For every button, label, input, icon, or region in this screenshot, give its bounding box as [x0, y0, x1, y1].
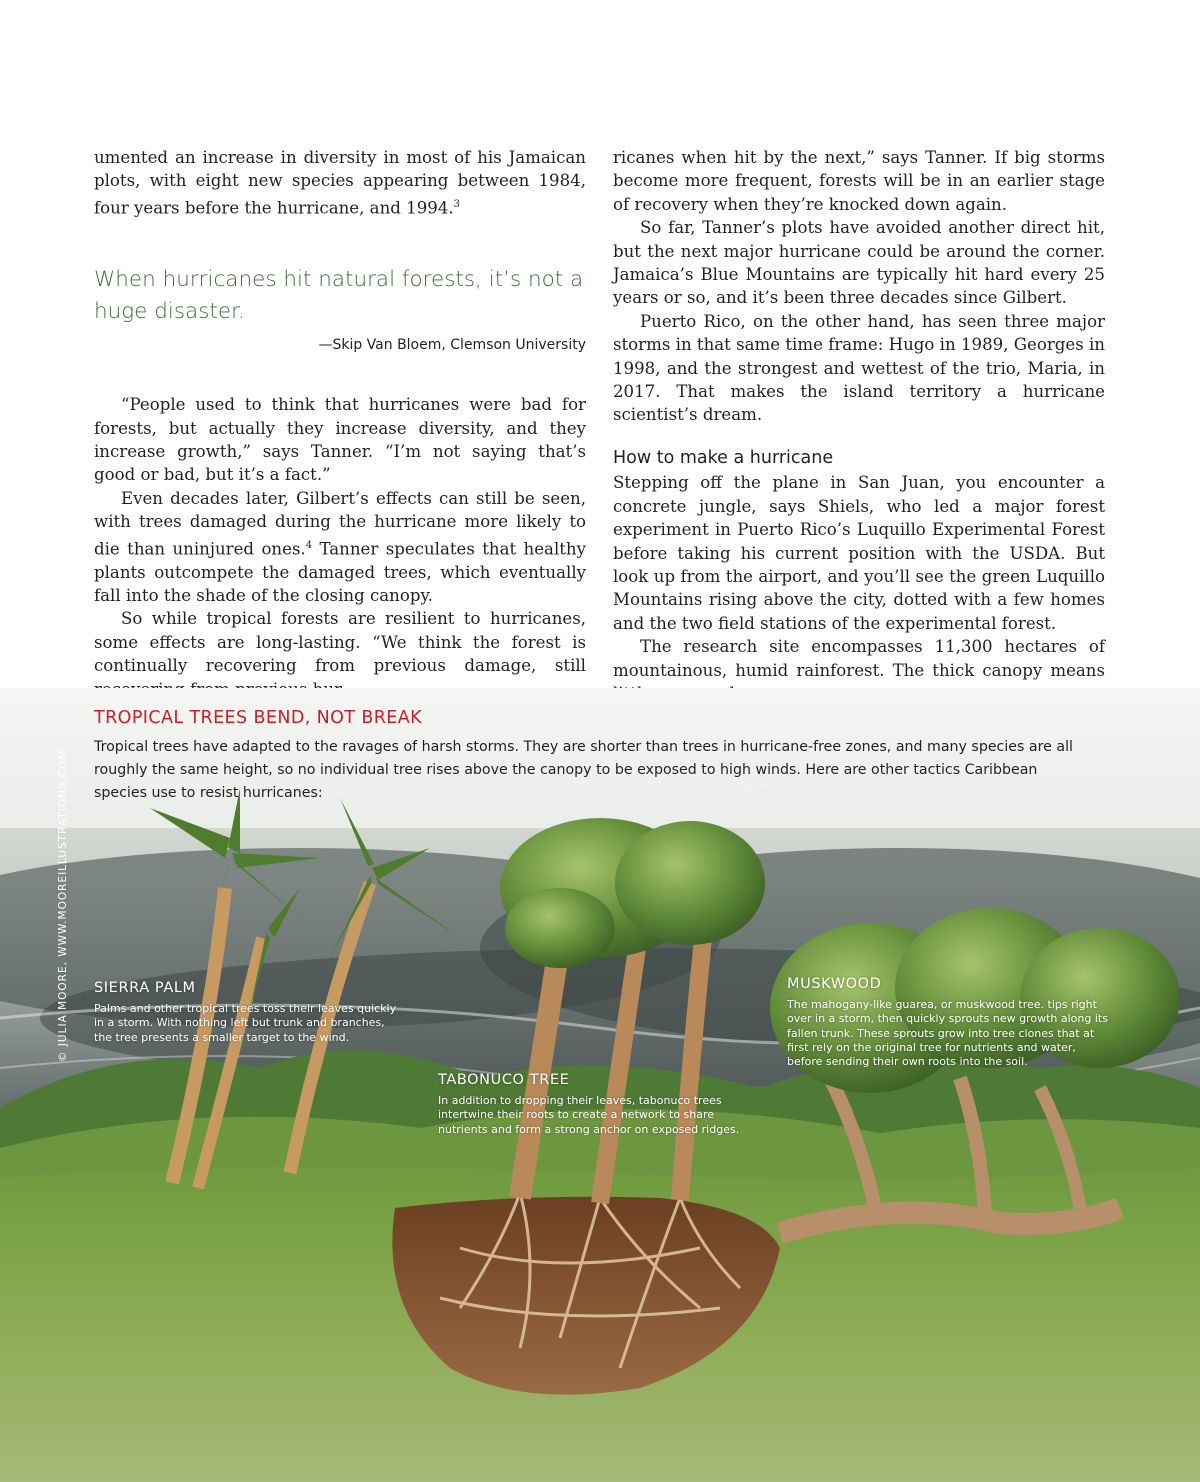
sierra-palm-label — [94, 980, 404, 1045]
paragraph: So while tropical forests are resilient to hurricanes, some effects are long-lasting. “We think the forest is continually recovering from previous damage, still — [94, 609, 586, 676]
footnote-ref: 4 — [305, 539, 313, 551]
label-heading: TABONUCO TREE — [438, 1072, 570, 1088]
label-description: The mahogany-like guarea, or muskwood tree. tips right over in a storm, then quickly sprouts new growth along its fallen trunk. These sprouts grow into tree clones that at first rely on the original tree for nutrients and water, before sending their own roots into the soil. — [787, 998, 1108, 1069]
label-description: In addition to dropping their leaves, tabonuco trees intertwine their roots to create a network to share nutrients and form a strong anchor on exposed ridges. — [438, 1094, 740, 1136]
tree-illustration — [0, 688, 1200, 1482]
paragraph: Even decades later, Gilbert’s effects can still be seen, with trees damaged during the hurricane more likely to die than uninjured ones.$^4$ Tanner speculates that healthy plants outcompete the damaged trees, which eventually fall into the shade of the closing canopy. — [94, 488, 586, 605]
paragraph: umented an increase in diversity in most of his Jamaican plots, with eight new species appearing between 1984, four years before the hurricane, and 1994.$^3$ — [94, 148, 586, 218]
label-heading: SIERRA PALM — [94, 980, 196, 996]
pull-quote: When hurricanes hit natural forests, it’s not a huge disaster. — [94, 266, 584, 324]
tabonuco-label — [438, 1072, 758, 1137]
muskwood-label — [787, 976, 1112, 1069]
right-column — [613, 146, 1105, 705]
label-heading: MUSKWOOD — [787, 976, 882, 992]
paragraph: So far, Tanner’s plots have avoided another direct hit, but the next major hurricane could be around the corner. Jamaica’s Blue Mountains are typically hit hard every 25 years or so, and it’s been three decades since Gilbert. — [613, 218, 1105, 308]
footnote-ref: 3 — [453, 198, 461, 210]
illustration-intro: Tropical trees have adapted to the ravages of harsh storms. They are shorter than trees in hurricane-free zones, and many species are all roughly the same height, so no individual tree rises above the canopy to be exposed to high winds. Here are other tactics Caribbean species use to resist hurricanes: — [94, 739, 1073, 801]
paragraph: ricanes when hit by the next,” says Tanner. If big storms become more frequent, forests will be in an earlier stage of recovery when they’re knocked down again. — [613, 148, 1105, 214]
label-description: Palms and other tropical trees toss their leaves quickly in a storm. With nothing left but trunk and branches, the tree presents a smaller target to the wind. — [94, 1002, 397, 1044]
paragraph: Stepping off the plane in San Juan, you encounter a concrete jungle, says Shiels, who led a major forest experiment in Puerto Rico’s Luquillo Experimental Forest before taking his current position with the USDA. But look up from the airport, and you’ll see the green Luquillo Mountains rising above the city, dotted with a few homes and the two field stations of the experimental forest. — [613, 473, 1105, 633]
section-subhead: How to make a hurricane — [613, 447, 834, 468]
paragraph: “People used to think that hurricanes were bad for forests, but actually they increase diversity, and they increase growth,” says Tanner. “I’m not saying that’s good or bad, but it’s a fact.” — [94, 395, 586, 485]
paragraph: The research site encompasses 11,300 hectares of mountainous, humid rainforest. The thick canopy means — [613, 637, 1105, 680]
pull-quote-attribution: —Skip Van Bloem, Clemson University — [318, 336, 586, 353]
paragraph: Puerto Rico, on the other hand, has seen three major storms in that same time frame: Hugo in 1989, Georges in 1998, and the strongest and wettest of the trio, Maria, in 2017. That makes the island territory a hurricane scientist’s dream. — [613, 311, 1105, 425]
illustration-credit: © JULIA MOORE, WWW.MOOREILLUSTRATIONS.COM — [57, 749, 69, 1062]
left-column — [94, 146, 586, 701]
illustration-title: TROPICAL TREES BEND, NOT BREAK — [94, 708, 423, 728]
